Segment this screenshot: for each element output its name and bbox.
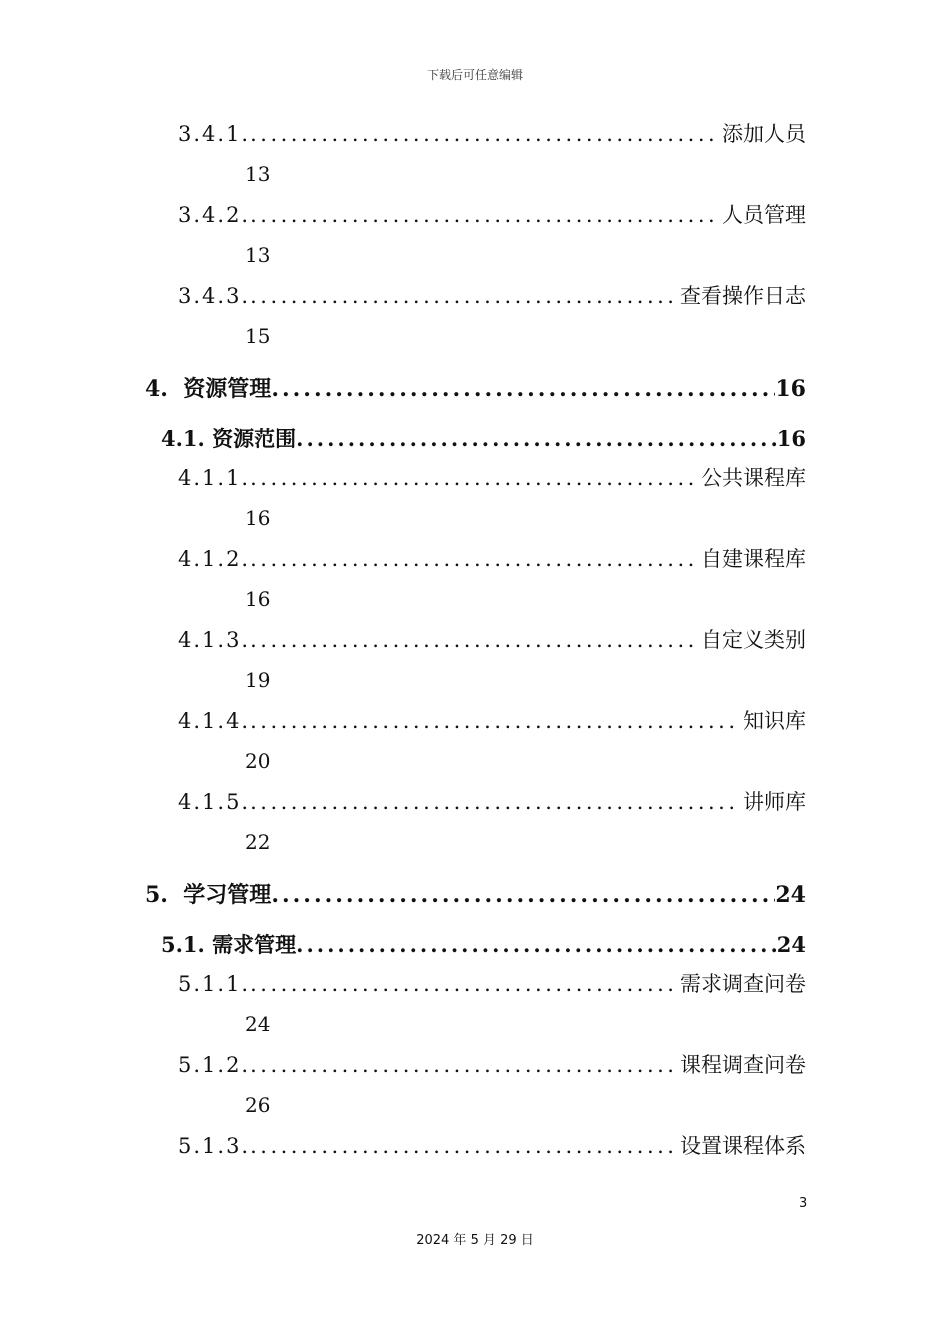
toc-leader-dots (250, 1053, 676, 1077)
toc-entry-number: 5.1.3. (178, 1134, 251, 1158)
toc-entry-title: 人员管理 (722, 203, 806, 227)
toc-entry-page: 15 (245, 324, 271, 348)
toc-entry-page: 16 (245, 587, 271, 611)
toc-entry[interactable] (178, 543, 806, 573)
toc-entry-title: 学习管理 (183, 883, 272, 908)
toc-entry-page: 26 (245, 1093, 271, 1117)
toc-entry-page: 24 (775, 882, 806, 908)
toc-entry[interactable] (178, 462, 806, 492)
toc-leader-dots (250, 466, 697, 490)
toc-entry-page: 16 (776, 426, 806, 451)
toc-leader-dots (250, 284, 676, 308)
toc-entry-title: 需求管理 (212, 933, 297, 957)
toc-entry-number: 4. (145, 376, 168, 402)
toc-entry-page: 13 (245, 162, 271, 186)
page-number: 3 (799, 1196, 808, 1211)
toc-chapter-entry[interactable] (145, 372, 806, 403)
toc-entry-number: 4.1.3. (178, 628, 251, 652)
toc-leader-dots (250, 203, 718, 227)
toc-entry[interactable] (178, 199, 806, 229)
toc-entry[interactable] (178, 1130, 806, 1160)
toc-leader-dots (296, 426, 777, 451)
toc-leader-dots (250, 628, 697, 652)
toc-leader-dots (250, 547, 697, 571)
toc-entry[interactable] (178, 786, 806, 816)
toc-entry[interactable] (178, 705, 806, 735)
toc-entry-page: 16 (775, 376, 806, 402)
toc-entry-page: 22 (245, 830, 271, 854)
toc-entry-number: 3.4.1. (178, 122, 251, 146)
toc-entry-number: 4.1.4. (178, 709, 251, 733)
toc-entry-number: 5.1. (161, 932, 205, 957)
toc-entry-title: 课程调查问卷 (680, 1053, 806, 1077)
toc-leader-dots (250, 122, 718, 146)
toc-entry-number: 5. (145, 882, 168, 908)
toc-entry-title: 讲师库 (743, 790, 806, 814)
toc-entry-page: 24 (776, 932, 806, 957)
toc-entry-number: 5.1.1. (178, 972, 251, 996)
toc-entry-title: 资源范围 (212, 427, 297, 451)
toc-leader-dots (250, 709, 739, 733)
toc-entry-number: 4.1.1. (178, 466, 251, 490)
toc-entry[interactable] (178, 1049, 806, 1079)
toc-entry-title: 查看操作日志 (680, 284, 806, 308)
toc-entry-number: 3.4.3. (178, 284, 251, 308)
toc-section-entry[interactable] (161, 423, 806, 453)
toc-leader-dots (271, 376, 775, 402)
toc-leader-dots (250, 790, 739, 814)
toc-entry-title: 公共课程库 (701, 466, 806, 490)
toc-entry[interactable] (178, 118, 806, 148)
toc-entry-title: 自定义类别 (701, 628, 806, 652)
toc-entry-number: 4.1.2. (178, 547, 251, 571)
toc-entry-title: 添加人员 (722, 122, 806, 146)
toc-entry[interactable] (178, 280, 806, 310)
toc-entry-page: 19 (245, 668, 271, 692)
toc-entry-page: 20 (245, 749, 271, 773)
toc-entry[interactable] (178, 968, 806, 998)
toc-leader-dots (271, 882, 775, 908)
toc-entry[interactable] (178, 624, 806, 654)
toc-entry-title: 需求调查问卷 (680, 972, 806, 996)
toc-leader-dots (296, 932, 777, 957)
toc-entry-title: 知识库 (743, 709, 806, 733)
toc-entry-number: 4.1. (161, 426, 205, 451)
toc-entry-number: 5.1.2. (178, 1053, 251, 1077)
toc-entry-title: 设置课程体系 (680, 1134, 806, 1158)
toc-entry-page: 24 (245, 1012, 271, 1036)
toc-entry-title: 自建课程库 (701, 547, 806, 571)
toc-entry-page: 13 (245, 243, 271, 267)
toc-entry-number: 4.1.5. (178, 790, 251, 814)
toc-entry-title: 资源管理 (183, 377, 272, 402)
toc-section-entry[interactable] (161, 929, 806, 959)
toc-chapter-entry[interactable] (145, 878, 806, 909)
toc-leader-dots (250, 972, 676, 996)
page-header: 下载后可任意编辑 (426, 68, 523, 82)
toc-entry-number: 3.4.2. (178, 203, 251, 227)
page-footer-date: 2024 年 5 月 29 日 (416, 1233, 534, 1248)
toc-leader-dots (250, 1134, 676, 1158)
toc-entry-page: 16 (245, 506, 271, 530)
